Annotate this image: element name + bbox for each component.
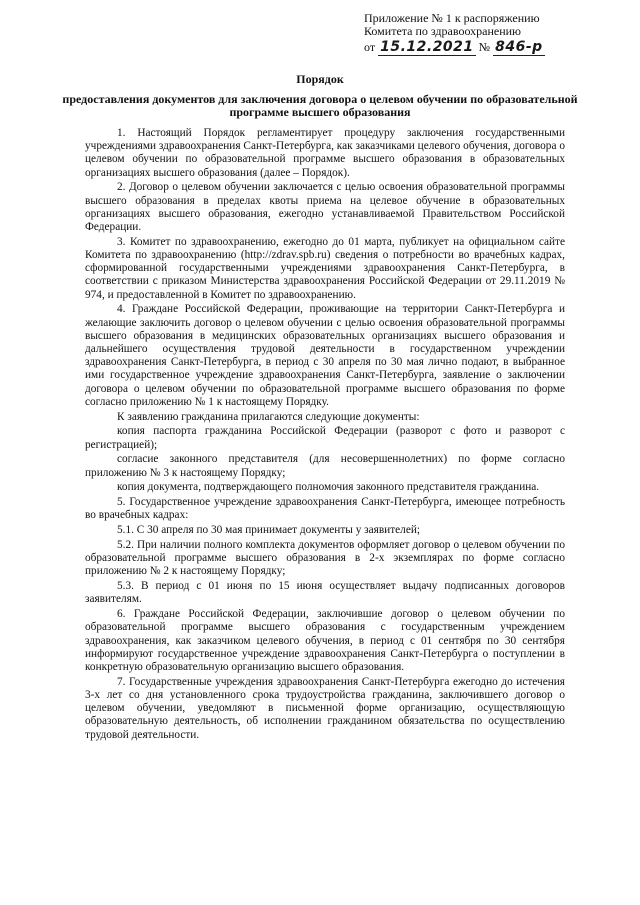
paragraph-4-item-passport: копия паспорта гражданина Российской Федерации (разворот с фото и разворот с регистрацией);	[85, 425, 565, 451]
paragraph-4-item-authority: копия документа, подтверждающего полномочия законного представителя гражданина.	[117, 481, 540, 494]
paragraph-3: 3. Комитет по здравоохранению, ежегодно до 01 марта, публикует на официальном сайте Комитета по здравоохранению (http://zdrav.spb.ru) сведения о потребности во врачебных кадрах, сформированной государственными учреждениями здравоохранения Санкт-Петербурга, в соответствии с приказом Министерства здравоохранения Российской Федерации от 29.11.2019 № 974, и предоставленной в Комитет по здравоохранению.	[85, 235, 565, 301]
title-subtitle: предоставления документов для заключения договора о целевом обучении по образовательной программе высшего образования	[62, 91, 578, 119]
number-label: №	[478, 40, 491, 54]
paragraph-5-3: 5.3. В период с 01 июня по 15 июня осуществляет выдачу подписанных договоров заявителям.	[85, 580, 565, 606]
paragraph-4-documents-intro: К заявлению гражданина прилагаются следующие документы:	[117, 410, 420, 423]
handwritten-date: 15.12.2021	[380, 39, 474, 55]
paragraph-7: 7. Государственные учреждения здравоохранения Санкт-Петербурга ежегодно до истечения 3-х лет со дня установленного срока трудоустройства гражданина, заключившего договор о целевом обучении, уведомляют в письменной форме организацию, осуществляющую образовательную деятельность, об исполнении гражданином обязательства по осуществлению трудовой деятельности.	[85, 675, 565, 741]
order-date-number	[364, 39, 564, 55]
title-main: Порядок	[296, 72, 344, 86]
from-label: от	[364, 40, 376, 54]
handwritten-number: 846-р	[495, 39, 543, 55]
appendix-header	[364, 12, 564, 55]
appendix-line-2: Комитета по здравоохранению	[364, 24, 522, 38]
paragraph-4-item-consent: согласие законного представителя (для несовершеннолетних) по форме согласно приложению № 3 к настоящему Порядку;	[85, 453, 565, 479]
paragraph-2: 2. Договор о целевом обучении заключается с целью освоения образовательной программы высшего образования в пределах квоты приема на целевое обучение в образовательных организациях высшего образования, ежегодно устанавливаемой Правительством Российской Федерации.	[85, 181, 565, 234]
paragraph-1: 1. Настоящий Порядок регламентирует процедуру заключения государственными учреждениями здравоохранения Санкт-Петербурга, как заказчиками целевого обучения, договора о целевом обучении по образовательной программе высшего образования в образовательных организациях высшего образования (далее – Порядок).	[85, 127, 565, 179]
appendix-line-1: Приложение № 1 к распоряжению	[364, 11, 540, 25]
paragraph-6: 6. Граждане Российской Федерации, заключившие договор о целевом обучении по образовательной программе высшего образования с государственным учреждением здравоохранения, как заказчиком целевого обучения, в период с 01 сентября по 30 сентября информируют государственное учреждение здравоохранения Санкт-Петербурга о поступлении в конкретную образовательную организацию высшего образования.	[85, 608, 565, 674]
paragraph-5-2: 5.2. При наличии полного комплекта документов оформляет договор о целевом обучении по образовательной программе высшего образования в 2-х экземплярах по форме согласно приложению № 2 к настоящему Порядку;	[85, 539, 565, 578]
document-title	[60, 73, 580, 120]
paragraph-5: 5. Государственное учреждение здравоохранения Санкт-Петербурга, имеющее потребность во врачебных кадрах:	[85, 496, 565, 522]
paragraph-5-1: 5.1. С 30 апреля по 30 мая принимает документы у заявителей;	[117, 524, 421, 537]
document-body	[85, 127, 565, 743]
paragraph-4: 4. Граждане Российской Федерации, проживающие на территории Санкт-Петербурга и желающие заключить договор о целевом обучении с целью освоения образовательной программы высшего образования в медицинских образовательных организациях высшего образования и дальнейшего осуществления трудовой деятельности в государственном учреждении здравоохранения Санкт-Петербурга, в период с 30 апреля по 30 мая лично подают, в выбранное ими государственное учреждение здравоохранения Санкт-Петербурга, заявление о заключении договора о целевом обучении по образовательной программе высшего образования по форме согласно приложению № 1 к настоящему Порядку.	[85, 303, 565, 408]
